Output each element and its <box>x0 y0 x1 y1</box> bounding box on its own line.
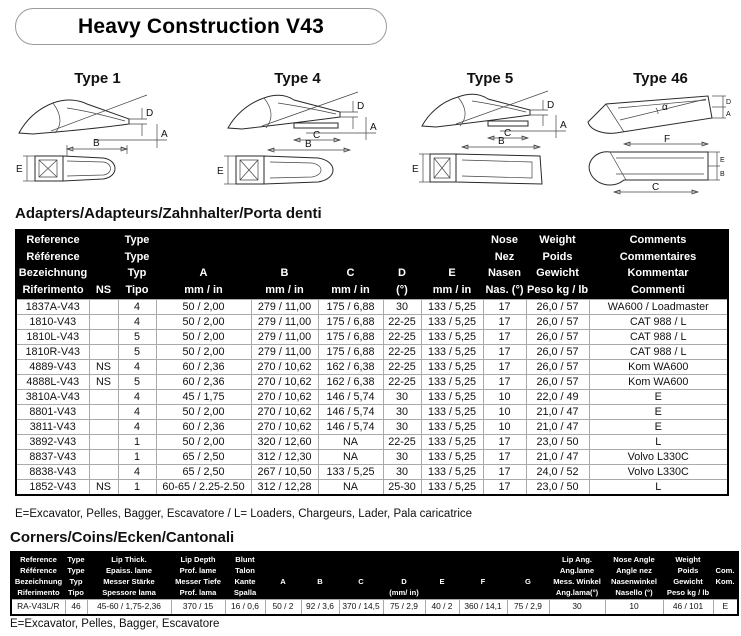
table-cell: 23,0 / 50 <box>526 480 589 496</box>
table-row <box>16 345 728 360</box>
type-diagrams <box>0 70 741 202</box>
table-cell: 26,0 / 57 <box>526 345 589 360</box>
dim-label-d: D <box>146 108 154 119</box>
table-cell: 175 / 6,88 <box>318 330 383 345</box>
table-cell: 30 <box>383 390 421 405</box>
table-cell: 133 / 5,25 <box>421 465 483 480</box>
column-header: Type Type Typ Tipo <box>65 552 87 600</box>
table-cell: 5 <box>118 330 156 345</box>
table-cell: 133 / 5,25 <box>421 375 483 390</box>
type-4-title: Type 4 <box>274 70 321 87</box>
dim-label-d: D <box>356 101 364 112</box>
table-cell <box>89 465 118 480</box>
table-cell: 270 / 10,62 <box>251 390 318 405</box>
table-cell: 4889-V43 <box>16 360 89 375</box>
table-cell: 17 <box>483 315 526 330</box>
table-row <box>16 450 728 465</box>
table-cell: 22-25 <box>383 315 421 330</box>
table-cell: 60 / 2,36 <box>156 360 251 375</box>
table-cell: NS <box>89 360 118 375</box>
table-cell: 60 / 2,36 <box>156 420 251 435</box>
table-cell: 60 / 2,36 <box>156 375 251 390</box>
column-header: Weight Poids Gewicht Peso kg / lb <box>663 552 713 600</box>
column-header: B mm / in <box>251 230 318 300</box>
table-cell: 22-25 <box>383 360 421 375</box>
type-5-drawing <box>400 88 580 200</box>
table-cell: 8801-V43 <box>16 405 89 420</box>
table-cell: CAT 988 / L <box>589 345 728 360</box>
table-cell: E <box>589 390 728 405</box>
table-cell: 30 <box>383 300 421 315</box>
table-cell <box>89 330 118 345</box>
table-cell: 30 <box>549 600 605 615</box>
table-cell: 270 / 10,62 <box>251 375 318 390</box>
page-title: Heavy Construction V43 <box>78 14 324 38</box>
table-cell: 370 / 14,5 <box>339 600 383 615</box>
table-cell: 26,0 / 57 <box>526 375 589 390</box>
table-cell: 30 <box>383 420 421 435</box>
table-cell: 50 / 2,00 <box>156 330 251 345</box>
table-cell <box>89 300 118 315</box>
table-cell: NA <box>318 480 383 496</box>
table-cell: 133 / 5,25 <box>421 390 483 405</box>
table-cell: 40 / 2 <box>425 600 459 615</box>
table-cell: 26,0 / 57 <box>526 360 589 375</box>
page-title-pill <box>15 8 387 45</box>
table-cell <box>89 435 118 450</box>
table-cell: 22-25 <box>383 330 421 345</box>
table-cell: 8838-V43 <box>16 465 89 480</box>
table-cell: 92 / 3,6 <box>301 600 339 615</box>
table-cell: 279 / 11,00 <box>251 300 318 315</box>
table-cell: 17 <box>483 465 526 480</box>
table-cell: 175 / 6,88 <box>318 300 383 315</box>
table-cell: 133 / 5,25 <box>421 405 483 420</box>
corners-table-body <box>11 600 738 615</box>
column-header: A mm / in <box>156 230 251 300</box>
table-cell: 267 / 10,50 <box>251 465 318 480</box>
table-cell: 30 <box>383 450 421 465</box>
table-cell: 133 / 5,25 <box>421 420 483 435</box>
table-cell: 175 / 6,88 <box>318 345 383 360</box>
header-row <box>11 552 738 600</box>
table-cell: 17 <box>483 450 526 465</box>
table-row <box>16 330 728 345</box>
dim-label-a: A <box>560 120 567 131</box>
column-header: F <box>459 552 507 600</box>
table-cell: 146 / 5,74 <box>318 390 383 405</box>
column-header: Nose Nez Nasen Nas. (°) <box>483 230 526 300</box>
column-header: Weight Poids Gewicht Peso kg / lb <box>526 230 589 300</box>
table-cell: NS <box>89 375 118 390</box>
dim-label-b: B <box>93 138 100 149</box>
column-header: Comments Commentaires Kommentar Commenti <box>589 230 728 300</box>
column-header: Reference Référence Bezeichnung Riferimento <box>11 552 65 600</box>
column-header: Reference Référence Bezeichnung Riferimento <box>16 230 89 300</box>
adapters-table-body <box>16 300 728 496</box>
table-cell: 46 <box>65 600 87 615</box>
table-cell: Kom WA600 <box>589 360 728 375</box>
table-cell: 45 / 1,75 <box>156 390 251 405</box>
table-cell: 133 / 5,25 <box>421 450 483 465</box>
table-cell: 320 / 12,60 <box>251 435 318 450</box>
table-cell: 45-60 / 1,75-2,36 <box>87 600 171 615</box>
column-header: G <box>507 552 549 600</box>
table-cell: E <box>589 405 728 420</box>
table-cell: 3810A-V43 <box>16 390 89 405</box>
table-cell: 23,0 / 50 <box>526 435 589 450</box>
table-cell <box>89 420 118 435</box>
table-cell: 4 <box>118 390 156 405</box>
table-cell: 26,0 / 57 <box>526 300 589 315</box>
table-cell: 17 <box>483 300 526 315</box>
table-cell: 175 / 6,88 <box>318 315 383 330</box>
table-cell: 17 <box>483 435 526 450</box>
table-cell: 17 <box>483 480 526 496</box>
table-cell: 22-25 <box>383 345 421 360</box>
table-cell: RA-V43L/R <box>11 600 65 615</box>
table-cell: 10 <box>483 390 526 405</box>
adapters-table <box>15 229 729 496</box>
table-cell: 50 / 2,00 <box>156 405 251 420</box>
column-header: Type Type Typ Tipo <box>118 230 156 300</box>
table-cell: 21,0 / 47 <box>526 405 589 420</box>
table-cell: 3811-V43 <box>16 420 89 435</box>
table-cell: L <box>589 480 728 496</box>
table-cell: 46 / 101 <box>663 600 713 615</box>
table-cell: 30 <box>383 465 421 480</box>
type-1-diagram <box>0 70 195 202</box>
table-cell: 17 <box>483 330 526 345</box>
table-cell: 17 <box>483 360 526 375</box>
table-cell: Volvo L330C <box>589 450 728 465</box>
table-cell: 162 / 6,38 <box>318 360 383 375</box>
table-cell: 50 / 2,00 <box>156 300 251 315</box>
table-row <box>16 435 728 450</box>
table-cell: 5 <box>118 345 156 360</box>
corners-table-head <box>11 552 738 600</box>
table-cell <box>89 345 118 360</box>
dim-label-c: C <box>312 130 320 141</box>
column-header: Lip Ang. Ang.lame Mess. Winkel Ang.lama(°) <box>549 552 605 600</box>
column-header: E mm / in <box>421 230 483 300</box>
type-46-title: Type 46 <box>633 70 688 87</box>
table-cell: 17 <box>483 375 526 390</box>
table-cell: 1 <box>118 480 156 496</box>
table-cell: 21,0 / 47 <box>526 450 589 465</box>
table-cell: 1810-V43 <box>16 315 89 330</box>
corners-section-title: Corners/Coins/Ecken/Cantonali <box>10 529 235 546</box>
table-cell: 17 <box>483 345 526 360</box>
dim-label-e: E <box>216 166 224 177</box>
table-cell: 279 / 11,00 <box>251 345 318 360</box>
table-cell: 22-25 <box>383 375 421 390</box>
column-header: NS <box>89 230 118 300</box>
table-cell: 50 / 2,00 <box>156 435 251 450</box>
type-46-drawing <box>580 88 741 200</box>
table-cell: 133 / 5,25 <box>421 330 483 345</box>
table-cell: NS <box>89 480 118 496</box>
type-5-diagram <box>400 70 580 202</box>
table-cell: 1810L-V43 <box>16 330 89 345</box>
table-cell: 16 / 0,6 <box>225 600 265 615</box>
table-cell: 133 / 5,25 <box>421 480 483 496</box>
table-cell <box>89 315 118 330</box>
table-cell: 5 <box>118 375 156 390</box>
table-cell: 4 <box>118 405 156 420</box>
column-header: C <box>339 552 383 600</box>
table-cell: L <box>589 435 728 450</box>
table-cell: Volvo L330C <box>589 465 728 480</box>
table-cell: 10 <box>483 420 526 435</box>
column-header: D (mm/ in) <box>383 552 425 600</box>
column-header: B <box>301 552 339 600</box>
table-cell: 370 / 15 <box>171 600 225 615</box>
table-cell: Kom WA600 <box>589 375 728 390</box>
table-cell <box>89 390 118 405</box>
dim-label-b: B <box>304 139 312 150</box>
table-row <box>16 375 728 390</box>
table-cell: 26,0 / 57 <box>526 330 589 345</box>
table-cell: 312 / 12,30 <box>251 450 318 465</box>
table-cell <box>89 405 118 420</box>
dim-label-e: E <box>16 164 23 175</box>
table-cell: 1837A-V43 <box>16 300 89 315</box>
table-row <box>16 300 728 315</box>
table-cell: 22,0 / 49 <box>526 390 589 405</box>
table-cell: 4 <box>118 360 156 375</box>
table-cell: 65 / 2,50 <box>156 465 251 480</box>
type-1-drawing <box>5 88 190 200</box>
dim-label-a: A <box>369 122 377 133</box>
type-4-drawing <box>198 88 398 200</box>
adapters-footnote: E=Excavator, Pelles, Bagger, Escavatore / L= Loaders, Chargeurs, Lader, Pala caricatrice <box>15 508 473 520</box>
table-cell: 1 <box>118 450 156 465</box>
table-cell: NA <box>318 450 383 465</box>
table-cell: 133 / 5,25 <box>421 345 483 360</box>
dim-label-c: C <box>504 128 512 139</box>
table-cell: 146 / 5,74 <box>318 420 383 435</box>
column-header: Blunt Talon Kante Spalla <box>225 552 265 600</box>
table-cell: 4 <box>118 300 156 315</box>
table-cell: 279 / 11,00 <box>251 330 318 345</box>
table-cell: 133 / 5,25 <box>318 465 383 480</box>
table-cell: 60-65 / 2.25-2.50 <box>156 480 251 496</box>
dim-label-alpha: α <box>662 102 668 113</box>
column-header: C mm / in <box>318 230 383 300</box>
table-cell: CAT 988 / L <box>589 330 728 345</box>
table-cell: 133 / 5,25 <box>421 360 483 375</box>
type-1-title: Type 1 <box>74 70 121 87</box>
dim-label-b: B <box>720 171 725 178</box>
table-row <box>16 360 728 375</box>
table-cell: 25-30 <box>383 480 421 496</box>
column-header: A <box>265 552 301 600</box>
dim-label-b: B <box>498 136 505 147</box>
table-cell: 146 / 5,74 <box>318 405 383 420</box>
table-cell: 65 / 2,50 <box>156 450 251 465</box>
table-row <box>16 390 728 405</box>
table-cell: 133 / 5,25 <box>421 315 483 330</box>
table-cell: 50 / 2,00 <box>156 345 251 360</box>
type-4-diagram <box>195 70 400 202</box>
column-header: D (°) <box>383 230 421 300</box>
corners-footnote: E=Excavator, Pelles, Bagger, Escavatore <box>10 618 220 630</box>
table-cell: 22-25 <box>383 435 421 450</box>
dim-label-d: D <box>547 100 555 111</box>
table-cell: WA600 / Loadmaster <box>589 300 728 315</box>
corners-table <box>10 551 739 616</box>
table-cell: 24,0 / 52 <box>526 465 589 480</box>
table-cell: 4 <box>118 465 156 480</box>
table-cell: 4888L-V43 <box>16 375 89 390</box>
table-cell: 270 / 10,62 <box>251 360 318 375</box>
table-cell: 3892-V43 <box>16 435 89 450</box>
table-cell: 312 / 12,28 <box>251 480 318 496</box>
table-row <box>16 465 728 480</box>
table-cell: 133 / 5,25 <box>421 435 483 450</box>
column-header: Lip Thick. Epaiss. lame Messer Stärke Spessore lama <box>87 552 171 600</box>
table-cell: 162 / 6,38 <box>318 375 383 390</box>
dim-label-a: A <box>161 129 168 140</box>
table-cell: 75 / 2,9 <box>507 600 549 615</box>
column-header: Nose Angle Angle nez Nasenwinkel Nasello (°) <box>605 552 663 600</box>
table-cell: 10 <box>483 405 526 420</box>
table-cell: 279 / 11,00 <box>251 315 318 330</box>
adapters-section-title: Adapters/Adapteurs/Zahnhalter/Porta denti <box>15 205 322 222</box>
dim-label-f: F <box>664 134 671 145</box>
table-cell: 1 <box>118 435 156 450</box>
table-cell: E <box>713 600 738 615</box>
table-cell: 270 / 10,62 <box>251 405 318 420</box>
table-row <box>16 405 728 420</box>
table-cell: 26,0 / 57 <box>526 315 589 330</box>
table-cell: 133 / 5,25 <box>421 300 483 315</box>
table-cell: 1852-V43 <box>16 480 89 496</box>
column-header: Lip Depth Prof. lame Messer Tiefe Prof. lama <box>171 552 225 600</box>
dim-label-d: D <box>726 99 732 106</box>
table-cell: CAT 988 / L <box>589 315 728 330</box>
table-row <box>16 315 728 330</box>
table-cell: 4 <box>118 420 156 435</box>
table-cell: 8837-V43 <box>16 450 89 465</box>
type-46-diagram <box>580 70 741 202</box>
table-cell: 50 / 2,00 <box>156 315 251 330</box>
table-cell: 360 / 14,1 <box>459 600 507 615</box>
table-cell: NA <box>318 435 383 450</box>
table-cell: 75 / 2,9 <box>383 600 425 615</box>
table-cell: 1810R-V43 <box>16 345 89 360</box>
table-row <box>11 600 738 615</box>
dim-label-e: E <box>412 164 419 175</box>
dim-label-c: C <box>652 182 660 193</box>
dim-label-e: E <box>720 157 725 164</box>
adapters-table-head <box>16 230 728 300</box>
table-cell: 21,0 / 47 <box>526 420 589 435</box>
table-cell <box>89 450 118 465</box>
column-header: Com. Kom. <box>713 552 738 600</box>
table-row <box>16 480 728 496</box>
table-cell: 4 <box>118 315 156 330</box>
header-row <box>16 230 728 300</box>
dim-label-a: A <box>726 111 731 118</box>
table-cell: 10 <box>605 600 663 615</box>
table-cell: 50 / 2 <box>265 600 301 615</box>
table-row <box>16 420 728 435</box>
table-cell: 30 <box>383 405 421 420</box>
column-header: E <box>425 552 459 600</box>
table-cell: E <box>589 420 728 435</box>
table-cell: 270 / 10,62 <box>251 420 318 435</box>
type-5-title: Type 5 <box>466 70 514 87</box>
